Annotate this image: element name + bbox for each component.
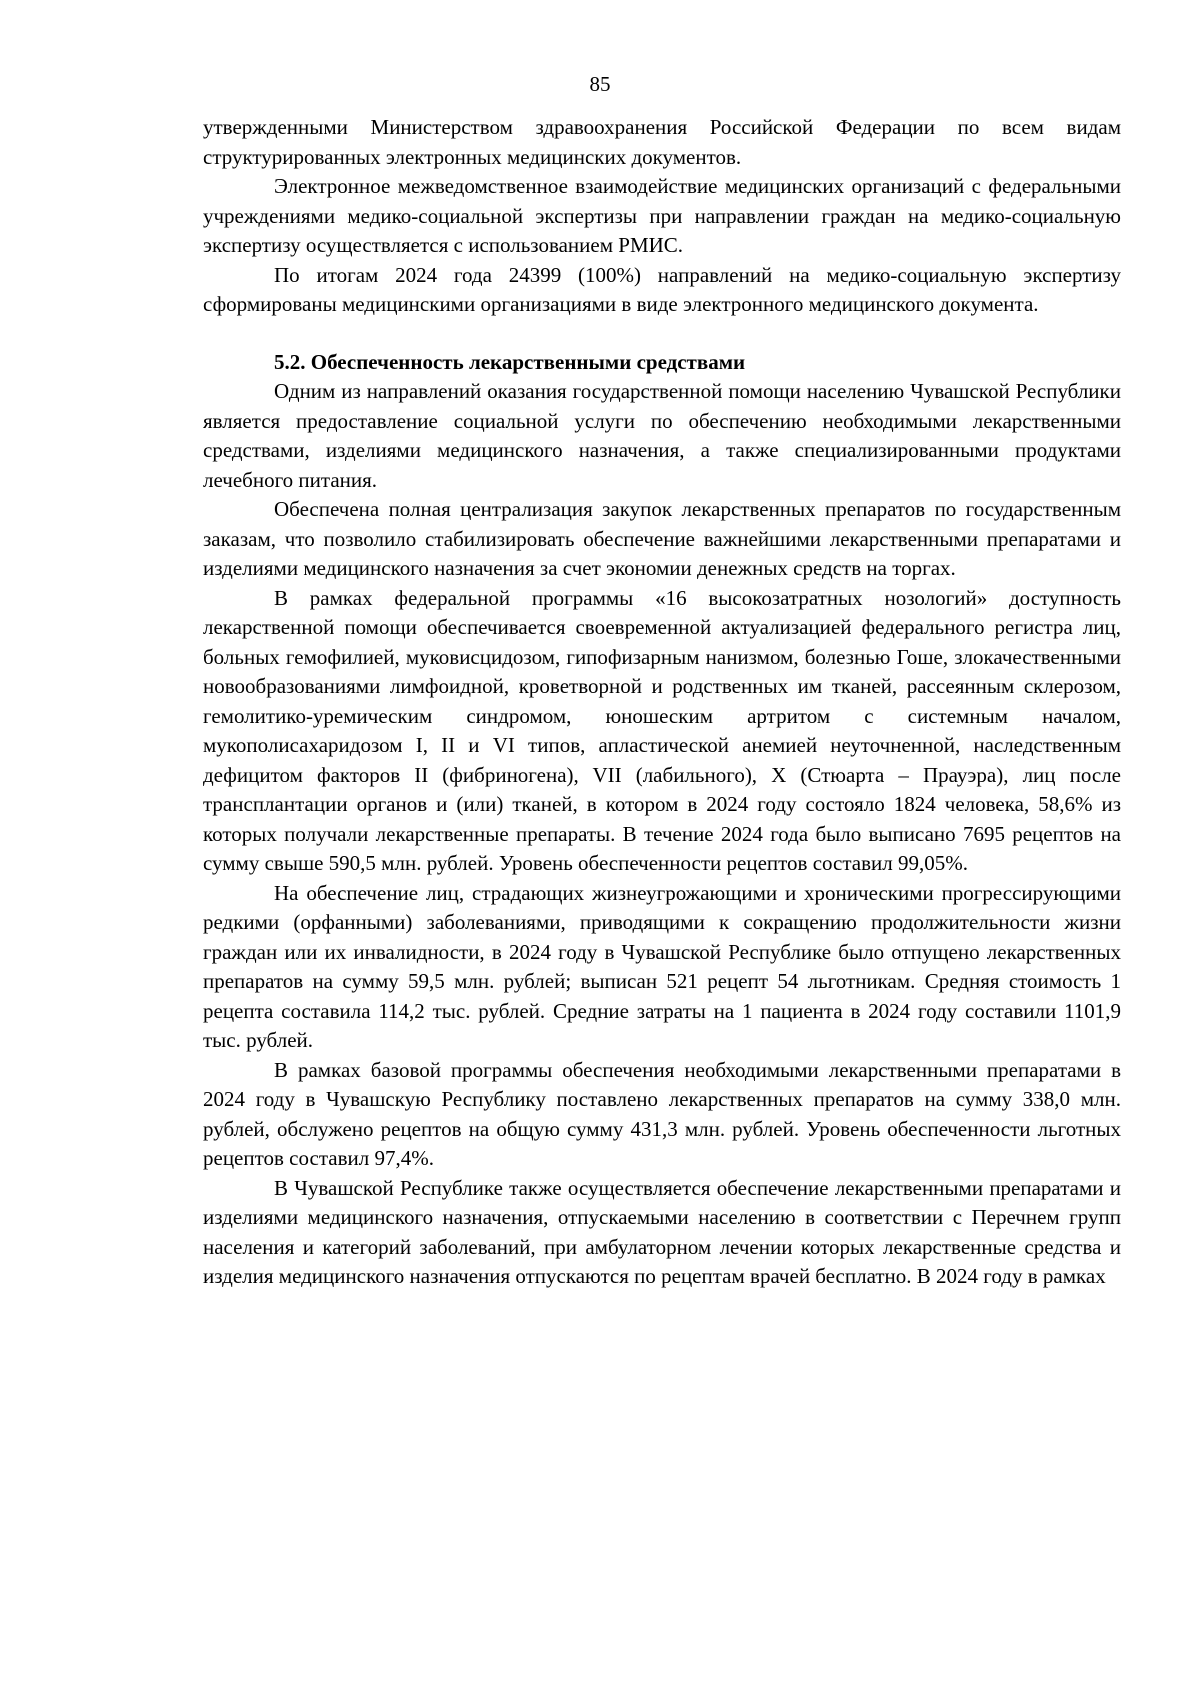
paragraph-electronic-interaction: Электронное межведомственное взаимодействие медицинских организаций с федеральными учреждениями медико-социальной экспертизы при направлении граждан на медико-социальную экспертизу осуществляется с использованием РМИС. — [203, 174, 1121, 257]
paragraph-state-assistance: Одним из направлений оказания государственной помощи населению Чувашской Республики является предоставление социальной услуги по обеспечению необходимыми лекарственными средствами, изделиями медицинского назначения, а также специализированными продуктами лечебного питания. — [203, 379, 1121, 492]
section-heading: 5.2. Обеспеченность лекарственными средствами — [274, 349, 746, 374]
paragraph-centralized-procurement: Обеспечена полная централизация закупок лекарственных препаратов по государственным заказам, что позволило стабилизировать обеспечение важнейшими лекарственными препаратами и изделиями медицинского назначения за счет экономии денежных средств на торгах. — [203, 497, 1121, 580]
paragraph-basic-program: В рамках базовой программы обеспечения необходимыми лекарственными препаратами в 2024 году в Чувашскую Республику поставлено лекарственных препаратов на сумму 338,0 млн. рублей, обслужено рецептов на общую сумму 431,3 млн. рублей. Уровень обеспеченности льготных рецептов составил 97,4%. — [203, 1057, 1121, 1170]
document-body — [203, 113, 1121, 1292]
page-number: 85 — [589, 72, 611, 96]
paragraph-high-cost-nosologies: В рамках федеральной программы «16 высокозатратных нозологий» доступность лекарственной помощи обеспечивается своевременной актуализацией федерального регистра лиц, больных гемофилией, муковисцидозом, гипофизарным нанизмом, болезнью Гоше, злокачественными новообразованиями лимфоидной, кроветворной и родственных им тканей, рассеянным склерозом, гемолитико-уремическим синдромом, юношеским артритом с системным началом, мукополисахаридозом I, II и VI типов, апластической анемией неуточненной, наследственным дефицитом факторов II (фибриногена), VII (лабильного), X (Стюарта – Прауэра), лиц после трансплантации органов и (или) тканей, в котором в 2024 году состояло 1824 человека, 58,6% из которых получали лекарственные препараты. В течение 2024 года было выписано 7695 рецептов на сумму свыше 590,5 млн. рублей. Уровень обеспеченности рецептов составил 99,05%. — [203, 585, 1121, 875]
paragraph-free-prescriptions: В Чувашской Республике также осуществляется обеспечение лекарственными препаратами и изделиями медицинского назначения, отпускаемыми населению в соответствии с Перечнем групп населения и категорий заболеваний, при амбулаторном лечении которых лекарственные средства и изделия медицинского назначения отпускаются по рецептам врачей бесплатно. В 2024 году в рамках — [203, 1175, 1121, 1288]
paragraph-orphan-diseases: На обеспечение лиц, страдающих жизнеугрожающими и хроническими прогрессирующими редкими (орфанными) заболеваниями, приводящими к сокращению продолжительности жизни граждан или их инвалидности, в 2024 году в Чувашской Республике было отпущено лекарственных препаратов на сумму 59,5 млн. рублей; выписан 521 рецепт 54 льготникам. Средняя стоимость 1 рецепта составила 114,2 тыс. рублей. Средние затраты на 1 пациента в 2024 году составили 1101,9 тыс. рублей. — [203, 880, 1121, 1052]
paragraph-mse-referrals: По итогам 2024 года 24399 (100%) направлений на медико-социальную экспертизу сформированы медицинскими организациями в виде электронного медицинского документа. — [203, 262, 1121, 316]
paragraph-continuation: утвержденными Министерством здравоохранения Российской Федерации по всем видам структурированных электронных медицинских документов. — [203, 115, 1121, 169]
